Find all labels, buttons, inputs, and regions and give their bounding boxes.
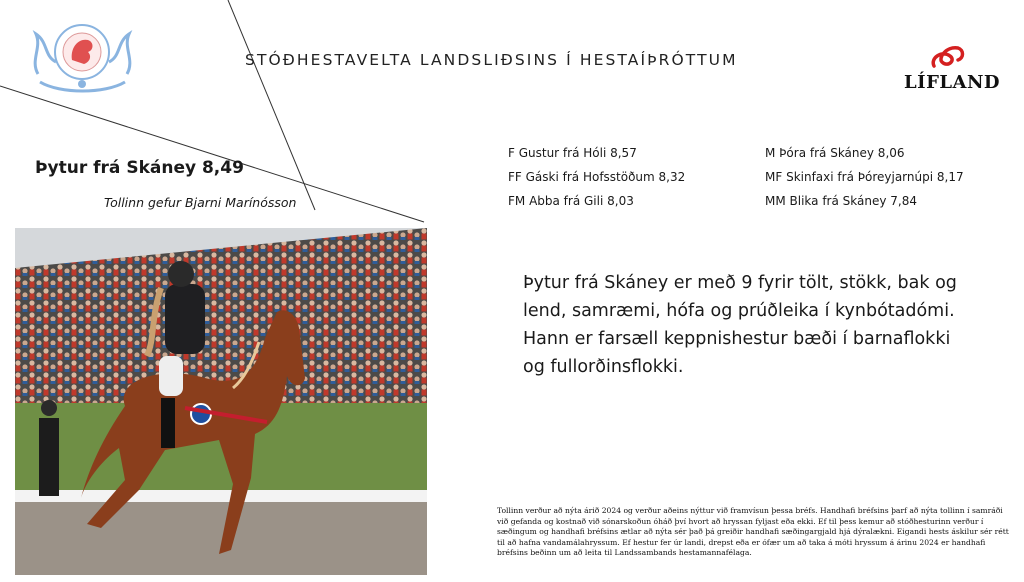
horse-photo bbox=[15, 228, 427, 575]
sponsor-line: Tollinn gefur Bjarni Marínósson bbox=[104, 195, 297, 210]
pedigree-sire-sire: FF Gáski frá Hofsstöðum 8,32 bbox=[508, 170, 686, 184]
association-logo bbox=[30, 12, 135, 94]
pedigree-dam-sire: MF Skinfaxi frá Þóreyjarnúpi 8,17 bbox=[765, 170, 964, 184]
page-title: STÓÐHESTAVELTA LANDSLIÐSINS Í HESTAÍÞRÓTTUM bbox=[245, 51, 738, 69]
lifland-swirl-icon bbox=[928, 42, 968, 72]
horse-description: Þytur frá Skáney er með 9 fyrir tölt, stökk, bak og lend, samræmi, hófa og prúðleika í kynbótadómi. Hann er farsæll keppnishestur bæði í barnaflokki og fullorðinsflokki. bbox=[523, 273, 957, 377]
brand-name: LÍFLAND bbox=[904, 72, 1001, 93]
pedigree-dam: M Þóra frá Skáney 8,06 bbox=[765, 146, 905, 160]
pedigree-sire-dam: FM Abba frá Gili 8,03 bbox=[508, 194, 634, 208]
lifland-logo bbox=[900, 42, 1000, 94]
pedigree-sire: F Gustur frá Hóli 8,57 bbox=[508, 146, 637, 160]
horse-title: Þytur frá Skáney 8,49 bbox=[35, 158, 244, 178]
terms-fine-print: Tollinn verður að nýta árið 2024 og verður aðeins nýttur við framvísun þessa bréfs. Handhafi bréfsins þarf að nýta tollinn í samráði við gefanda og kostnað við sónarskoðun óháð því hvort að hryssan fyljast eða ekki. Ef til þess kemur að stóðhesturinn verður í sæðingum og handhafi bréfsins ætlar að nýta sér það þá greiðir handhafi sæðingargjald hjá dýralækni. Eigandi hests áskilur sér rétt til að hafna vandamálahryssum. Ef hestur fer úr landi, drepst eða er ófær um að taka á móti hryssum á árinu 2024 er handhafi bréfsins beðinn um að leita til Landssambands hestamannafélaga. bbox=[497, 506, 1009, 558]
pedigree-dam-dam: MM Blika frá Skáney 7,84 bbox=[765, 194, 917, 208]
